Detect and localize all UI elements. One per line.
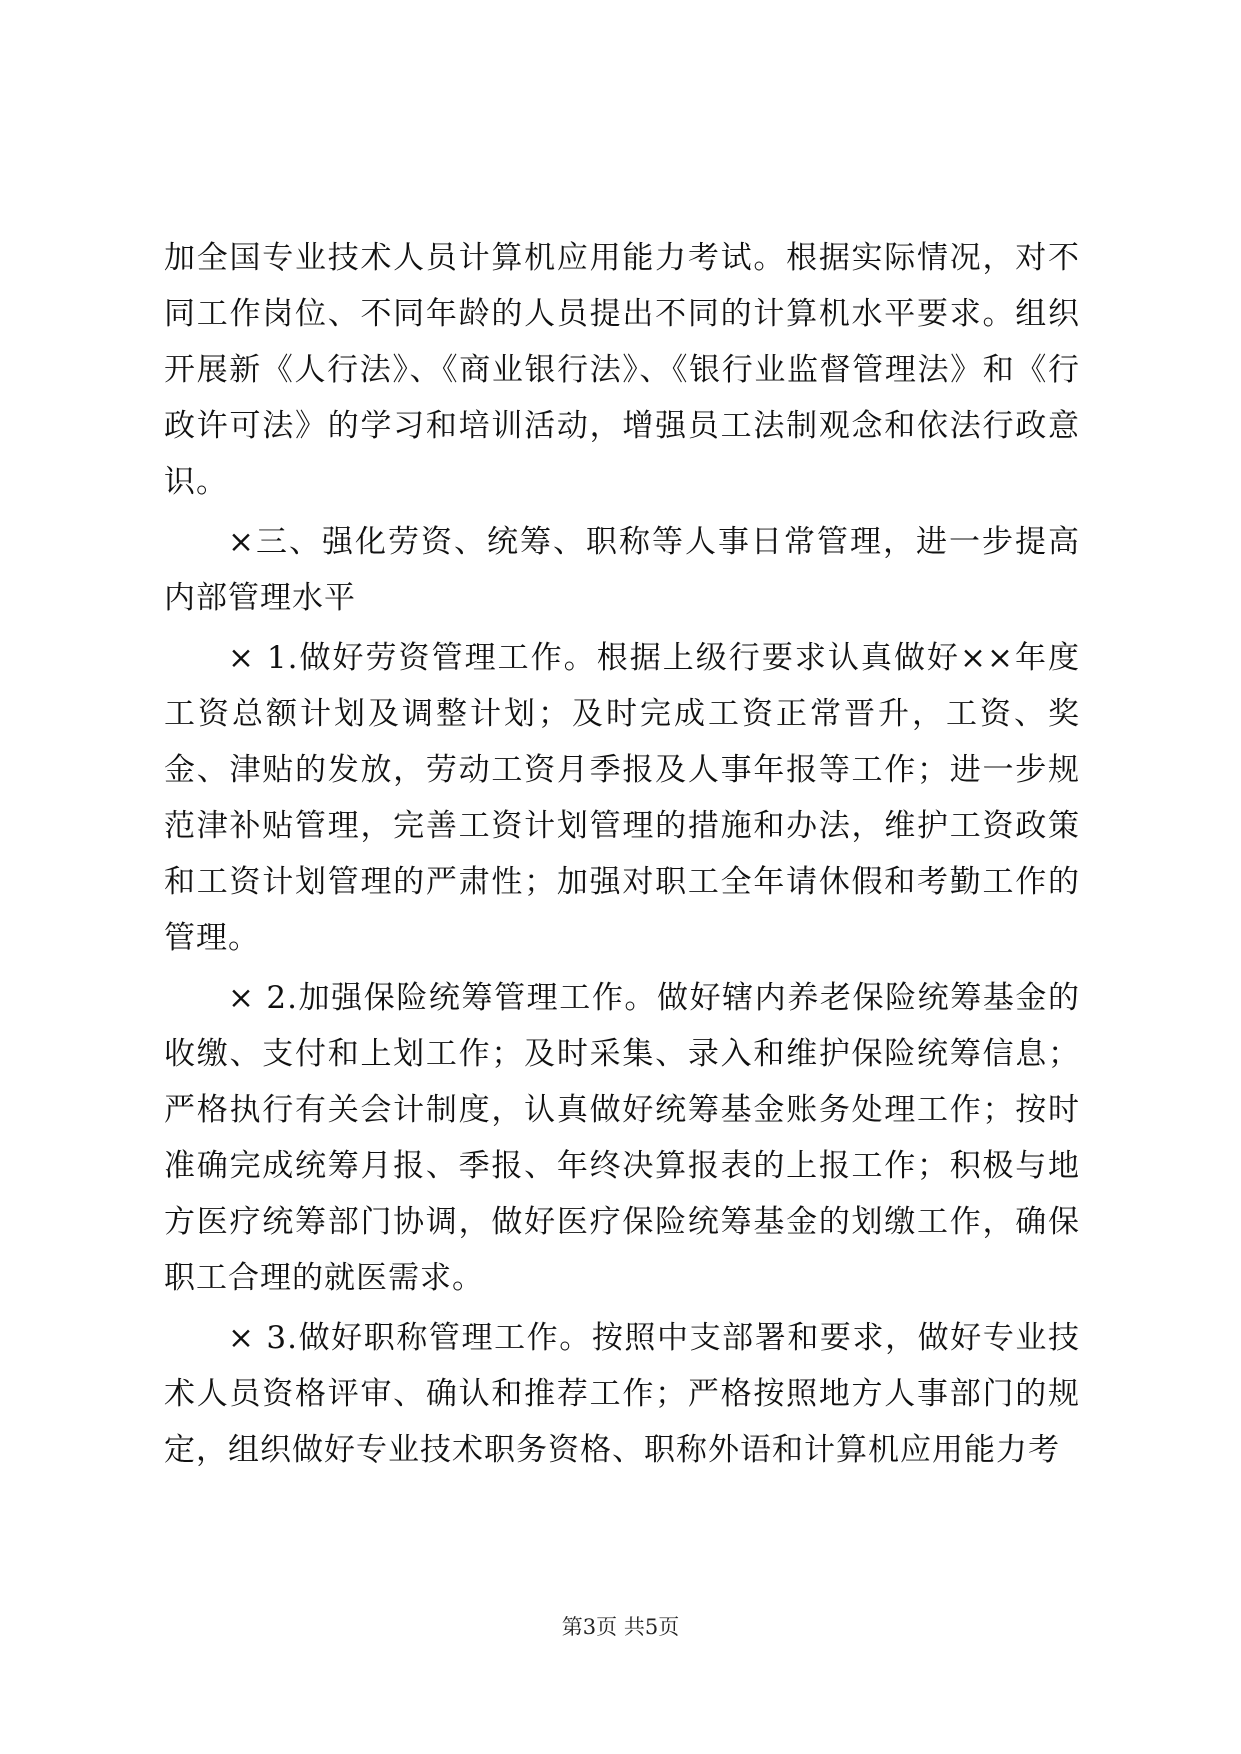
paragraph-insurance: × 2.加强保险统筹管理工作。做好辖内养老保险统筹基金的收缴、支付和上划工作；及时采集、录入和维护保险统筹信息；严格执行有关会计制度，认真做好统筹基金账务处理工作；按时准确完成统筹月报、季报、年终决算报表的上报工作；积极与地方医疗统筹部门协调，做好医疗保险统筹基金的划缴工作，确保职工合理的就医需求。 — [164, 980, 1080, 1296]
section-heading-3: ×三、强化劳资、统筹、职称等人事日常管理，进一步提高内部管理水平 — [164, 524, 1080, 616]
page-footer: 第3页 共5页 — [561, 1615, 680, 1639]
paragraph-title-management: × 3.做好职称管理工作。按照中支部署和要求，做好专业技术人员资格评审、确认和推荐工作；严格按照地方人事部门的规定，组织做好专业技术职务资格、职称外语和计算机应用能力考 — [164, 1320, 1080, 1468]
paragraph-payroll: × 1.做好劳资管理工作。根据上级行要求认真做好××年度工资总额计划及调整计划；及时完成工资正常晋升，工资、奖金、津贴的发放，劳动工资月季报及人事年报等工作；进一步规范津补贴管理，完善工资计划管理的措施和办法，维护工资政策和工资计划管理的严肃性；加强对职工全年请休假和考勤工作的管理。 — [164, 640, 1080, 956]
document-body — [164, 230, 1080, 1482]
paragraph-continuation: 加全国专业技术人员计算机应用能力考试。根据实际情况，对不同工作岗位、不同年龄的人员提出不同的计算机水平要求。组织开展新《人行法》、《商业银行法》、《银行业监督管理法》和《行政许可法》的学习和培训活动，增强员工法制观念和依法行政意识。 — [164, 240, 1080, 500]
